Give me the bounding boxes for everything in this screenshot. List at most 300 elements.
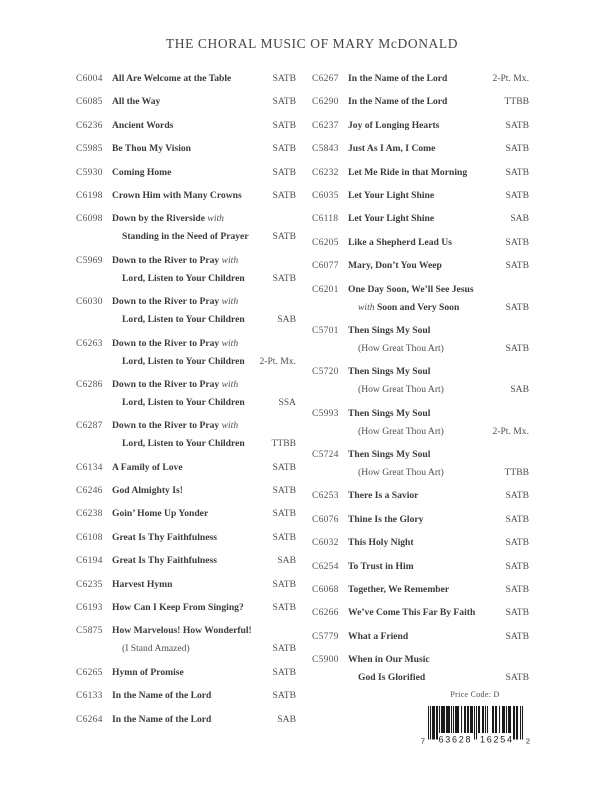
catalog-entry [76, 459, 296, 477]
song-title-text: Together, We Remember [348, 584, 450, 596]
barcode-bar [474, 706, 475, 740]
entry-line [312, 322, 529, 340]
catalog-number: C6085 [76, 96, 103, 108]
voicing-label: SATB [505, 537, 529, 549]
voicing-label: SSA [278, 396, 296, 408]
song-title-text: A Family of Love [112, 461, 183, 473]
barcode-bar [506, 706, 507, 733]
song-title [112, 529, 217, 547]
entry-line [76, 552, 296, 570]
entry-line [312, 70, 529, 88]
song-title-text: Joy of Longing Hearts [348, 119, 440, 131]
song-title [112, 117, 173, 135]
voicing-label: SATB [272, 602, 296, 614]
song-title-text: Down by the Riverside [112, 213, 206, 225]
entry-line [312, 117, 529, 135]
voicing-label: SATB [272, 508, 296, 520]
catalog-entry [76, 70, 296, 88]
song-title-text: Lord, Listen to Your Children [122, 396, 245, 408]
entry-line [76, 640, 296, 658]
catalog-entry [312, 558, 529, 576]
voicing-label: SATB [272, 643, 296, 655]
voicing-label: TTBB [504, 96, 529, 108]
song-title [112, 376, 238, 394]
catalog-number: C6265 [76, 666, 103, 678]
catalog-number: C6253 [312, 490, 339, 502]
entry-line [312, 487, 529, 505]
entry-line [76, 252, 296, 270]
catalog-number: C5875 [76, 625, 103, 637]
barcode-bar [514, 706, 515, 740]
entry-line [76, 335, 296, 353]
barcode-bar [430, 706, 431, 740]
barcode-bar [439, 706, 440, 733]
voicing-label: SATB [505, 342, 529, 354]
entry-line [312, 446, 529, 464]
barcode-bar [495, 706, 496, 733]
barcode-bar [496, 706, 497, 733]
song-title-text: Lord, Listen to Your Children [122, 355, 245, 367]
upc-barcode [419, 706, 532, 747]
voicing-label: SATB [505, 490, 529, 502]
catalog-entry [312, 581, 529, 599]
barcode-bar [522, 706, 523, 740]
entry-line [312, 381, 529, 399]
catalog-entry [312, 281, 529, 317]
song-title [358, 381, 444, 399]
barcode-digits-group1: 63628 [438, 734, 471, 745]
catalog-entry [312, 628, 529, 646]
song-title-text: When in Our Music [348, 654, 430, 666]
entry-line [76, 140, 296, 158]
barcode-bar [503, 706, 504, 733]
catalog-entry [76, 252, 296, 288]
song-title [348, 210, 434, 228]
catalog-number: C6254 [312, 560, 339, 572]
barcode-bar [472, 706, 473, 733]
song-title [348, 487, 418, 505]
catalog-number: C6287 [76, 420, 103, 432]
song-title-text: God Almighty Is! [112, 485, 183, 497]
song-title [358, 669, 425, 687]
catalog-entry [312, 322, 529, 358]
voicing-label: SATB [505, 584, 529, 596]
song-title [112, 293, 238, 311]
voicing-label: SATB [505, 560, 529, 572]
voicing-label: SATB [505, 143, 529, 155]
song-title [112, 552, 217, 570]
song-title [112, 664, 184, 682]
song-title-text: Coming Home [112, 166, 172, 178]
with-connector-text: with [219, 378, 239, 390]
barcode-digits-group2: 16254 [480, 734, 512, 745]
barcode-bar [478, 706, 479, 733]
catalog-number: C6235 [76, 578, 103, 590]
voicing-label: TTBB [504, 467, 529, 479]
entry-line [312, 340, 529, 358]
song-title-text: Harvest Hymn [112, 578, 173, 590]
page-title: THE CHORAL MUSIC OF MARY McDONALD [165, 36, 459, 51]
song-title [358, 340, 444, 358]
voicing-label: SATB [272, 531, 296, 543]
song-title-text: God Is Glorified [358, 672, 426, 684]
catalog-number: C6118 [312, 213, 339, 225]
catalog-number: C6266 [312, 607, 339, 619]
song-title [112, 187, 242, 205]
song-title-text: Down to the River to Pray [112, 296, 220, 308]
song-title-text: Then Sings My Soul [348, 449, 431, 461]
catalog-entry [312, 70, 529, 88]
song-title [122, 640, 190, 658]
barcode-bar [451, 706, 452, 733]
song-title [348, 363, 430, 381]
song-title [112, 505, 208, 523]
entry-line [76, 417, 296, 435]
song-title [348, 234, 452, 252]
barcode-bar [467, 706, 468, 733]
catalog-left-column [76, 70, 296, 734]
barcode-bar [465, 706, 466, 733]
catalog-number: C6133 [76, 690, 103, 702]
song-title-text: What a Friend [348, 630, 409, 642]
barcode-bar [453, 706, 454, 733]
catalog-number: C5724 [312, 449, 339, 461]
song-title-text: Be Thou My Vision [112, 143, 191, 155]
song-title-text: Down to the River to Pray [112, 420, 220, 432]
catalog-number: C6194 [76, 555, 103, 567]
entry-line [76, 293, 296, 311]
catalog-entry [312, 210, 529, 228]
song-title [112, 417, 238, 435]
with-connector-text: with [205, 213, 224, 225]
entry-line [312, 464, 529, 482]
song-title-text: Down to the River to Pray [112, 378, 220, 390]
song-title-text: How Can I Keep From Singing? [112, 602, 244, 614]
subtitle-text: (How Great Thou Art) [358, 342, 444, 354]
song-title [348, 446, 430, 464]
catalog-entry [76, 210, 296, 246]
voicing-label: SATB [505, 513, 529, 525]
barcode-bar [441, 706, 442, 733]
entry-line [76, 70, 296, 88]
catalog-entry [312, 117, 529, 135]
catalog-entry [312, 187, 529, 205]
song-title [112, 93, 160, 111]
song-title [348, 70, 447, 88]
entry-line [76, 210, 296, 228]
catalog-number: C6263 [76, 337, 103, 349]
song-title [348, 581, 449, 599]
barcode-digit-left: 7 [420, 736, 426, 746]
song-title-text: Let Your Light Shine [348, 189, 435, 201]
subtitle-text: (How Great Thou Art) [358, 467, 444, 479]
barcode-bar [517, 706, 518, 740]
catalog-number: C6237 [312, 119, 339, 131]
voicing-label: SATB [272, 96, 296, 108]
song-title [348, 117, 439, 135]
barcode-bar [458, 706, 459, 733]
catalog-entry [312, 446, 529, 482]
voicing-label: SATB [272, 666, 296, 678]
song-title-text: Lord, Listen to Your Children [122, 314, 245, 326]
barcode-bar [502, 706, 503, 733]
barcode-bar [464, 706, 465, 733]
song-title-text: Lord, Listen to Your Children [122, 272, 245, 284]
catalog-number: C6035 [312, 189, 339, 201]
barcode-bar [456, 706, 457, 733]
barcode-bar [446, 706, 447, 733]
catalog-entry [312, 257, 529, 275]
barcode-bar [455, 706, 456, 733]
song-title-text: There Is a Savior [348, 490, 419, 502]
voicing-label: SAB [510, 213, 529, 225]
catalog-entry [312, 511, 529, 529]
catalog-entry [76, 164, 296, 182]
entry-line [312, 281, 529, 299]
song-title-text: In the Name of the Lord [112, 713, 212, 725]
catalog-number: C6246 [76, 485, 103, 497]
catalog-entry [76, 335, 296, 371]
song-title [112, 576, 173, 594]
entry-line [312, 210, 529, 228]
voicing-label: 2-Pt. Mx. [492, 73, 529, 84]
entry-line [312, 581, 529, 599]
entry-line [76, 394, 296, 412]
catalog-number: C6205 [312, 236, 339, 248]
barcode-bar [482, 706, 483, 733]
catalog-number: C6077 [312, 260, 339, 272]
voicing-label: SATB [272, 461, 296, 473]
catalog-entry [76, 482, 296, 500]
song-title-text: Lord, Listen to Your Children [122, 438, 245, 450]
song-title [112, 687, 211, 705]
catalog-entry [76, 576, 296, 594]
barcode-bar [476, 706, 477, 740]
barcode-bar [448, 706, 449, 733]
voicing-label: SATB [272, 231, 296, 243]
song-title-text: Let Your Light Shine [348, 213, 435, 225]
song-title [112, 210, 224, 228]
catalog-entry [312, 405, 529, 441]
voicing-label: SATB [505, 672, 529, 684]
song-title [348, 604, 475, 622]
catalog-number: C5930 [76, 166, 103, 178]
voicing-label: SAB [277, 555, 296, 567]
catalog-number: C6201 [312, 283, 339, 295]
entry-line [76, 711, 296, 729]
subtitle-text: (How Great Thou Art) [358, 425, 444, 437]
song-title-text: This Holy Night [348, 537, 414, 549]
voicing-label: SATB [272, 166, 296, 178]
song-title [358, 299, 459, 317]
entry-line [312, 299, 529, 317]
song-title [348, 628, 408, 646]
song-title [348, 93, 447, 111]
barcode-bar [468, 706, 469, 733]
barcode-bar [516, 706, 517, 740]
barcode-bar [510, 706, 511, 733]
subtitle-text: (How Great Thou Art) [358, 384, 444, 396]
entry-line [76, 164, 296, 182]
voicing-label: SATB [272, 485, 296, 497]
catalog-number: C6232 [312, 166, 339, 178]
entry-line [312, 93, 529, 111]
barcode-bar [492, 706, 493, 733]
barcode-bar [520, 706, 521, 740]
catalog-number: C5993 [312, 407, 339, 419]
with-connector-text: with [219, 254, 239, 266]
barcode-bar [432, 706, 433, 740]
catalog-entry [76, 117, 296, 135]
catalog-entry [312, 164, 529, 182]
song-title [348, 651, 430, 669]
entry-line [76, 228, 296, 246]
catalog-entry [76, 187, 296, 205]
song-title [112, 164, 171, 182]
entry-line [312, 164, 529, 182]
entry-line [76, 459, 296, 477]
entry-line [312, 363, 529, 381]
catalog-number: C6264 [76, 713, 103, 725]
song-title-text: Down to the River to Pray [112, 337, 220, 349]
catalog-number: C6032 [312, 537, 339, 549]
barcode-bar [504, 706, 505, 733]
catalog-entry [76, 622, 296, 658]
voicing-label: SATB [272, 578, 296, 590]
song-title-text: Great Is Thy Faithfulness [112, 531, 217, 543]
entry-line [312, 651, 529, 669]
song-title [348, 187, 434, 205]
catalog-number: C6193 [76, 602, 103, 614]
song-title [348, 558, 414, 576]
entry-line [312, 628, 529, 646]
entry-line [76, 622, 296, 640]
song-title-text: Great Is Thy Faithfulness [112, 555, 217, 567]
voicing-label: SATB [272, 143, 296, 155]
catalog-number: C5720 [312, 366, 339, 378]
catalog-number: C6098 [76, 213, 103, 225]
entry-line [76, 435, 296, 453]
song-title-text: Just As I Am, I Come [348, 143, 436, 155]
song-title [348, 322, 430, 340]
barcode-bar [499, 706, 500, 733]
catalog-number: C5985 [76, 143, 103, 155]
entry-line [76, 529, 296, 547]
entry-line [312, 187, 529, 205]
voicing-label: SATB [505, 301, 529, 313]
barcode-bar [471, 706, 472, 733]
catalog-right-column [312, 70, 529, 693]
voicing-label: 2-Pt. Mx. [259, 355, 296, 367]
with-connector-text: with [219, 420, 239, 432]
catalog-entry [312, 487, 529, 505]
barcode-bar [436, 706, 437, 740]
catalog-entry [76, 505, 296, 523]
song-title-text: In the Name of the Lord [348, 96, 448, 108]
song-title [122, 353, 245, 371]
song-title-text: Let Me Ride in that Morning [348, 166, 468, 178]
song-title-text: In the Name of the Lord [112, 690, 212, 702]
catalog-entry [76, 552, 296, 570]
entry-line [312, 669, 529, 687]
song-title [122, 311, 245, 329]
song-title-text: Ancient Words [112, 119, 174, 131]
song-title-text: Like a Shepherd Lead Us [348, 236, 452, 248]
song-title [122, 435, 245, 453]
barcode-bar [509, 706, 510, 733]
catalog-entry [312, 93, 529, 111]
song-title-text: Hymn of Promise [112, 666, 184, 678]
entry-line [76, 599, 296, 617]
voicing-label: SATB [272, 272, 296, 284]
entry-line [76, 93, 296, 111]
with-connector-text: with [219, 296, 239, 308]
catalog-number: C5843 [312, 143, 339, 155]
voicing-label: SATB [272, 690, 296, 702]
song-title [112, 622, 252, 640]
entry-line [312, 234, 529, 252]
entry-line [312, 140, 529, 158]
voicing-label: SATB [505, 166, 529, 178]
song-title-text: How Marvelous! How Wonderful! [112, 625, 252, 637]
song-title [112, 482, 183, 500]
song-title [112, 70, 231, 88]
entry-line [76, 311, 296, 329]
barcode-bar [444, 706, 445, 733]
catalog-number: C6238 [76, 508, 103, 520]
song-title [112, 252, 238, 270]
song-title [112, 599, 244, 617]
song-title [112, 140, 191, 158]
catalog-number: C5900 [312, 654, 339, 666]
catalog-number: C6286 [76, 378, 103, 390]
entry-line [76, 353, 296, 371]
song-title [348, 281, 474, 299]
voicing-label: 2-Pt. Mx. [492, 425, 529, 437]
entry-line [312, 423, 529, 441]
catalog-number: C6134 [76, 461, 103, 473]
song-title-text: To Trust in Him [348, 560, 414, 572]
barcode-bar [470, 706, 471, 733]
voicing-label: SATB [272, 73, 296, 84]
entry-line [76, 687, 296, 705]
song-title [348, 257, 442, 275]
entry-line [76, 376, 296, 394]
song-title [122, 394, 245, 412]
with-connector-text: with [219, 337, 239, 349]
entry-line [76, 576, 296, 594]
catalog-entry [76, 417, 296, 453]
song-title-text: Standing in the Need of Prayer [122, 231, 249, 243]
catalog-entry [76, 599, 296, 617]
song-title [122, 228, 249, 246]
song-title-text: Down to the River to Pray [112, 254, 220, 266]
song-title-text: All the Way [112, 96, 161, 108]
voicing-label: SAB [277, 314, 296, 326]
barcode-bar [434, 706, 435, 740]
song-title [358, 464, 444, 482]
song-title-text: One Day Soon, We’ll See Jesus [348, 283, 474, 295]
song-title-text: Thine Is the Glory [348, 513, 424, 525]
subtitle-text: (I Stand Amazed) [122, 643, 190, 655]
song-title [348, 511, 423, 529]
catalog-entry [76, 376, 296, 412]
with-connector-text: with [358, 301, 377, 313]
entry-line [76, 505, 296, 523]
voicing-label: SAB [510, 384, 529, 396]
barcode-digit-right: 2 [525, 736, 531, 746]
song-title [348, 140, 435, 158]
